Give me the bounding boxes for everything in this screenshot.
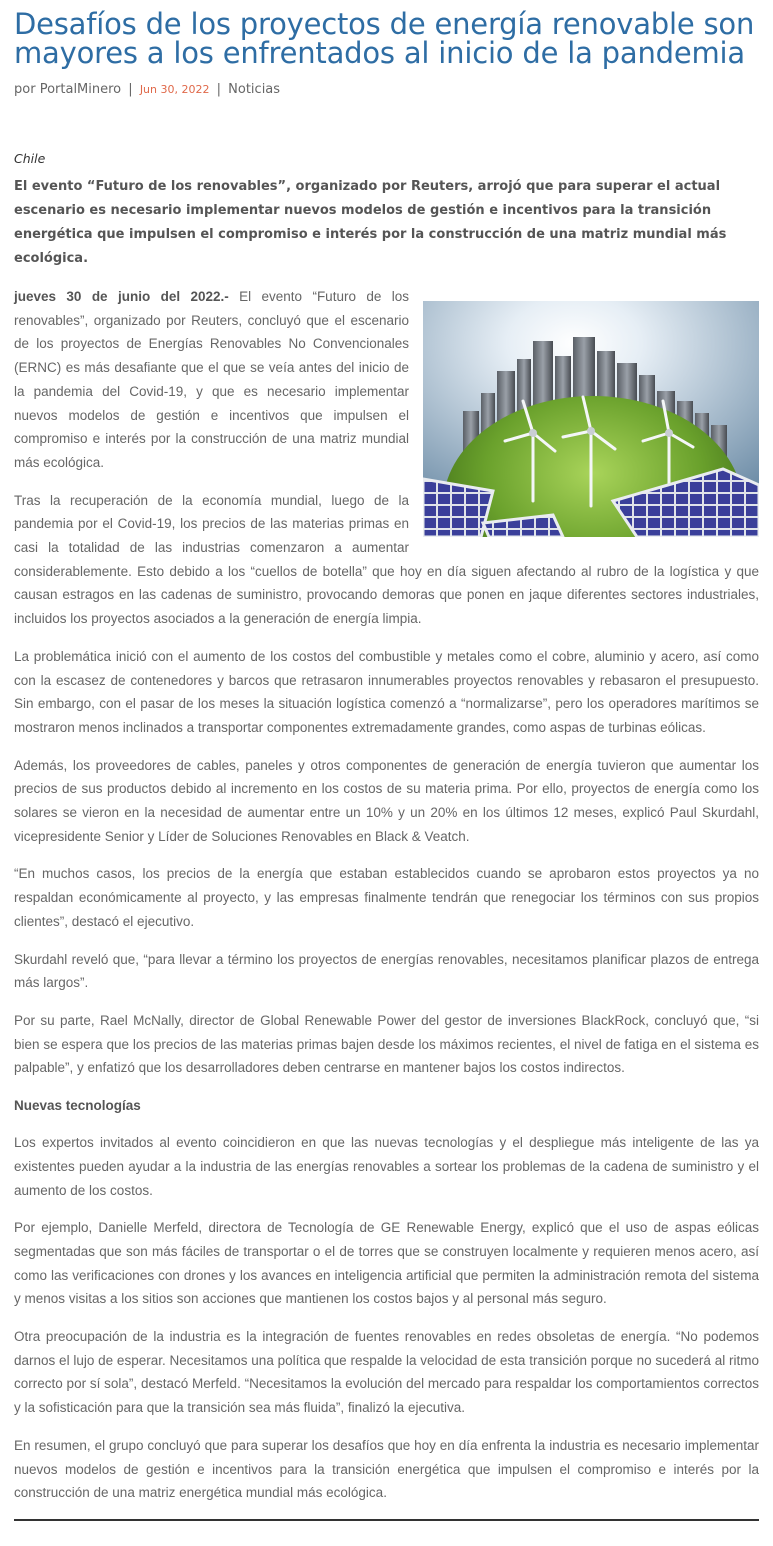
paragraph: Por ejemplo, Danielle Merfeld, directora de Tecnología de GE Renewable Energy, explicó que el uso de aspas eólicas segmentadas que son más fáciles de transportar o el de torres que se construyen localmente y requieren menos acero, así como las verificaciones con drones y los avances en inteligencia artificial que permiten la administración remota del sistema y menos visitas a los sitios son acciones que mantienen los costos bajos y al personal más seguro. xyxy=(14,1220,759,1307)
dateline: jueves 30 de junio del 2022.- xyxy=(14,289,229,304)
paragraph: Los expertos invitados al evento coincidieron en que las nuevas tecnologías y el despliegue más inteligente de las ya existentes pueden ayudar a la industria de las energías renovables a sortear los problemas de la cadena de suministro y el aumento de los costos. xyxy=(14,1135,759,1198)
article xyxy=(14,7,759,1521)
article-location: Chile xyxy=(14,151,46,166)
paragraph: “En muchos casos, los precios de la energía que estaban establecidos cuando se aprobaron estos proyectos ya no respaldan económicamente al proyecto, y las empresas finalmente tendrán que renegociar los términos con sus propios clientes”, destacó el ejecutivo. xyxy=(14,866,759,929)
section-heading: Nuevas tecnologías xyxy=(14,1098,141,1114)
paragraph: Además, los proveedores de cables, paneles y otros componentes de generación de energía tuvieron que aumentar los precios de sus productos debido al incremento en los costos de su materia prima. Por ello, proyectos de energía como los solares se vieron en la necesidad de aumentar entre un 10% y un 20% en los últimos 12 meses, explicó Paul Skurdahl, vicepresidente Senior y Líder de Soluciones Renovables en Black & Veatch. xyxy=(14,757,759,844)
paragraph: En resumen, el grupo concluyó que para superar los desafíos que hoy en día enfrenta la industria es necesario implementar nuevos modelos de gestión e incentivos para la transición energética que impulsen el compromiso e interés por la construcción de una matriz energética mundial más ecológica. xyxy=(14,1437,759,1501)
bottom-divider xyxy=(14,1519,759,1521)
author-link[interactable]: PortalMinero xyxy=(39,82,122,97)
publish-date: Jun 30, 2022 xyxy=(139,83,210,96)
article-title: Desafíos de los proyectos de energía renovable son mayores a los enfrentados al inicio de la pandemia xyxy=(14,7,755,70)
paragraph: Otra preocupación de la industria es la integración de fuentes renovables en redes obsoletas de energía. “No podemos darnos el lujo de esperar. Necesitamos una política que respalde la velocidad de esta transición porque no sucederá al ritmo correcto por sí sola”, destacó Merfeld. “Necesitamos la evolución del mercado para respaldar los comportamientos correctos y la sofisticación para que la transición sea más fluida”, finalizó la ejecutiva. xyxy=(14,1329,759,1416)
renewable-energy-illustration xyxy=(423,301,759,537)
article-image xyxy=(423,301,759,537)
article-body xyxy=(14,285,759,1505)
paragraph: Tras la recuperación de la economía mundial, luego de la pandemia por el Covid-19, los precios de las materias primas en casi la totalidad de las industrias comenzaron a aumentar considerablemente. Esto debido a los “cuellos de botella” que hoy en día siguen afectando al rubro de la logística y que causan estragos en las cadenas de suministro, provocando demoras que ponen en jaque diferentes sectores industriales, incluidos los proyectos asociados a la generación de energía limpia. xyxy=(14,492,759,627)
meta-separator: | xyxy=(216,82,222,97)
meta-separator: | xyxy=(128,82,133,97)
paragraph: La problemática inició con el aumento de los costos del combustible y metales como el cobre, aluminio y acero, así como con la escasez de contenedores y barcos que retrasaron innumerables proyectos renovables y rebasaron el presupuesto. Sin embargo, con el pasar de los meses la situación logística comenzó a “normalizarse”, pero los operadores marítimos se mostraron menos inclinados a transportar componentes extremadamente grandes, como aspas de turbinas eólicas. xyxy=(14,648,759,735)
by-prefix: por xyxy=(14,82,36,97)
paragraph: Skurdahl reveló que, “para llevar a término los proyectos de energías renovables, necesitamos planificar plazos de entrega más largos”. xyxy=(14,951,759,991)
article-lead: El evento “Futuro de los renovables”, organizado por Reuters, arrojó que para superar el actual escenario es necesario implementar nuevos modelos de gestión e incentivos para la transición energética que impulsen el compromiso e interés por la construcción de una matriz mundial más ecológica. xyxy=(14,179,727,266)
category-link[interactable]: Noticias xyxy=(228,82,281,97)
paragraph-text: El evento “Futuro de los renovables”, organizado por Reuters, concluyó que el escenario de los proyectos de Energías Renovables No Convencionales (ERNC) es más desafiante que el que se veía antes del inicio de la pandemia del Covid-19, y que es necesario implementar nuevos modelos de gestión e incentivos que impulsen el compromiso e interés por la construcción de una matriz mundial más ecológica. xyxy=(14,289,409,470)
article-meta xyxy=(14,81,759,99)
paragraph: Por su parte, Rael McNally, director de Global Renewable Power del gestor de inversiones BlackRock, concluyó que, “si bien se espera que los precios de las materias primas bajen desde los máximos recientes, el nivel de fatiga en el sistema es palpable”, y enfatizó que los desarrolladores deben centrarse en mantener bajos los costos indirectos. xyxy=(14,1012,759,1076)
